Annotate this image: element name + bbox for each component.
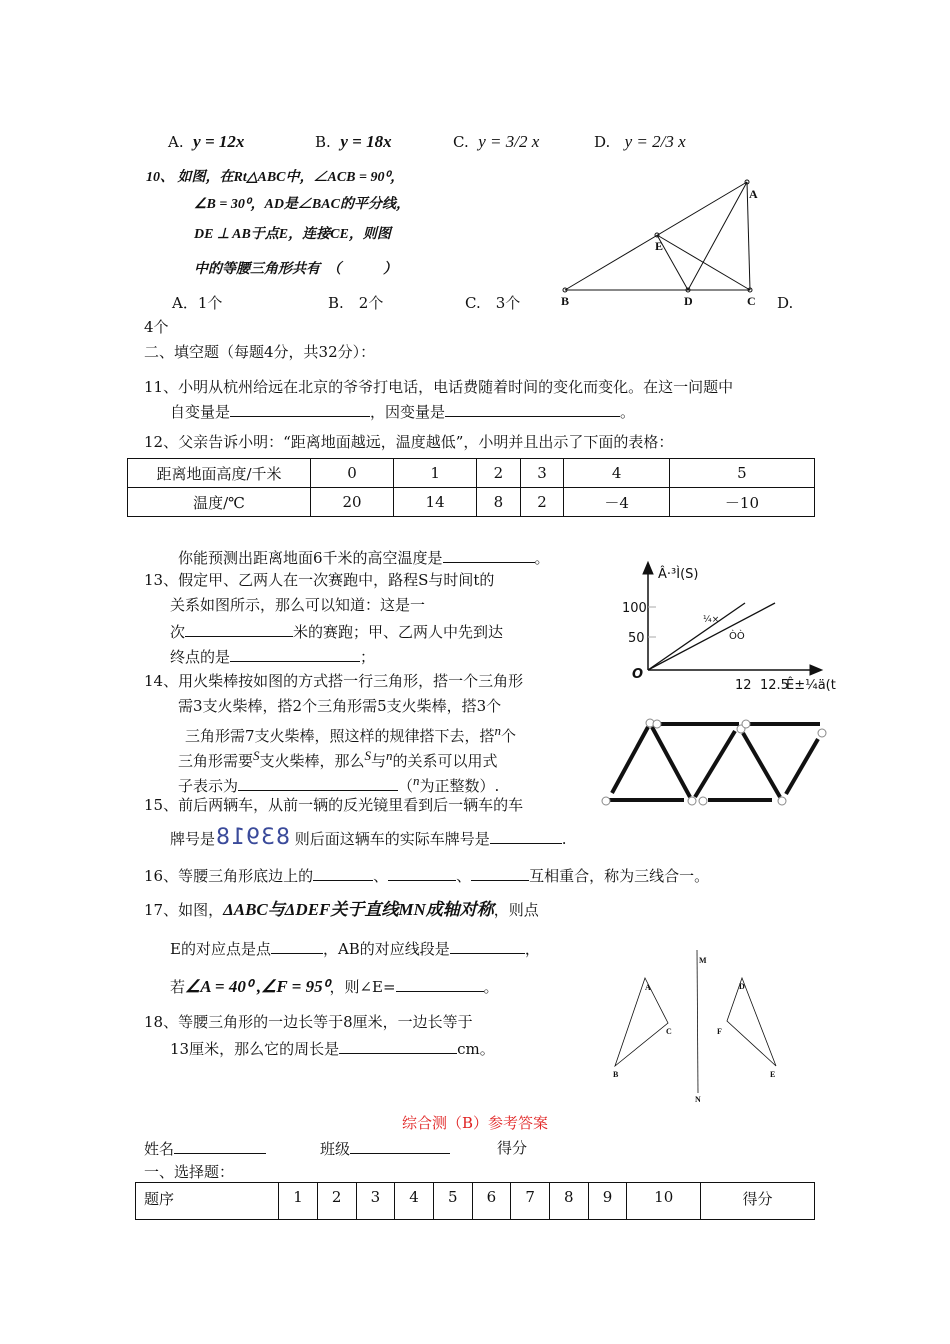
label-m: M	[699, 956, 707, 965]
name-field: 姓名	[144, 1138, 266, 1159]
q10-option-c: C. 3个	[465, 294, 521, 312]
label-d: D	[739, 982, 745, 991]
q14-line: 三角形需要S支火柴棒，那么S与n的关系可以用式	[178, 748, 498, 770]
q11-blank-1[interactable]	[230, 401, 370, 417]
q15-line: 15、前后两辆车，从前一辆的反光镜里看到后一辆车的车	[144, 796, 524, 814]
option-d: D. y = 2/3 x	[594, 132, 686, 151]
q11-line2: 自变量是 ，因变量是 。	[170, 403, 636, 421]
option-c: C. y = 3/2 x	[453, 132, 540, 151]
matchstick-figure	[609, 724, 820, 800]
q10-line: 10、 如图，在Rt△ABC中，∠ACB = 90⁰，	[146, 170, 405, 185]
temperature-table	[127, 458, 815, 517]
q14-blank[interactable]	[238, 775, 398, 791]
q12-text: 12、父亲告诉小明：“距离地面越远，温度越低”，小明并且出示了下面的表格：	[144, 433, 674, 451]
line-jia	[648, 603, 745, 670]
q10-option-b: B. 2个	[328, 294, 384, 312]
distance-time-graph	[643, 562, 822, 675]
q10-line: 中的等腰三角形共有 （ ）	[194, 262, 397, 277]
q16-blank-2[interactable]	[388, 865, 456, 881]
q17-line: E的对应点是点 ，AB的对应线段是 ，	[170, 940, 540, 958]
label-a: A	[645, 983, 651, 992]
label-n: N	[695, 1095, 701, 1104]
label-f: F	[717, 1027, 722, 1036]
class-field: 班级	[320, 1138, 450, 1159]
q18-line: 18、等腰三角形的一边长等于8厘米，一边长等于	[144, 1013, 473, 1031]
q15-line: 牌号是83918 则后面这辆车的实际车牌号是 .	[170, 825, 567, 850]
label-b: B	[561, 294, 570, 308]
name-blank[interactable]	[174, 1138, 266, 1154]
q17-blank-2[interactable]	[450, 938, 525, 954]
answer-title: 综合测（B）参考答案	[401, 1114, 549, 1132]
y-axis-label: Â·³Ì(S)	[658, 567, 699, 582]
label-c: C	[666, 1027, 672, 1036]
y-tick-50: 50	[628, 631, 645, 646]
q12-question: 你能预测出距离地面6千米的高空温度是 。	[178, 549, 550, 567]
q17-line: 若∠A = 40⁰ ,∠F = 95⁰，则∠E= 。	[170, 977, 499, 996]
line-jia-label: ¼×	[703, 615, 720, 625]
answer-table	[135, 1182, 815, 1220]
q10-option-a: A．1个	[172, 294, 223, 312]
q10-option-d-value: 4个	[144, 318, 169, 336]
label-e: E	[770, 1070, 776, 1079]
q10-option-d: D.	[777, 294, 794, 312]
triangle-figure-q10	[563, 180, 752, 292]
q14-line: 三角形需7支火柴棒，照这样的规律搭下去，搭n个	[185, 723, 517, 745]
class-blank[interactable]	[350, 1138, 450, 1154]
q13-line: 13、假定甲、乙两人在一次赛跑中，路程S与时间t的	[144, 571, 495, 589]
label-d: D	[684, 294, 693, 308]
x-axis-label: Ê±¼ä(t	[786, 678, 836, 693]
label-a: A	[749, 187, 758, 201]
section-choice: 一、选择题：	[144, 1163, 235, 1181]
option-a: A. y = 12x	[168, 132, 245, 151]
x-tick-12-5: 12.5	[760, 678, 789, 693]
origin-label: O	[632, 667, 644, 682]
label-e: E	[655, 239, 664, 253]
q13-blank-1[interactable]	[185, 621, 293, 637]
table-row: 温度/℃ 20 14 8 2 －4 －10	[128, 488, 815, 517]
q17-line: 17、如图，ΔABC与ΔDEF关于直线MN成轴对称，则点	[144, 900, 539, 919]
q10-line: ∠B = 30⁰，AD是∠BAC的平分线，	[194, 197, 410, 212]
table-row: 题序 1 2 3 4 5 6 7 8 9 10 得分	[136, 1183, 815, 1220]
q13-line: 终点的是 ；	[170, 648, 376, 666]
q14-line: 14、用火柴棒按如图的方式搭一行三角形，搭一个三角形	[144, 672, 524, 690]
label-b: B	[613, 1070, 619, 1079]
q14-line: 子表示为 （n为正整数）.	[178, 773, 500, 795]
q18-blank[interactable]	[339, 1038, 457, 1054]
q13-blank-2[interactable]	[230, 646, 360, 662]
q10-line: DE ⊥ AB于点E，连接CE，则图	[194, 227, 391, 242]
q11-line1: 11、小明从杭州给远在北京的爷爷打电话，电话费随着时间的变化而变化。在这一问题中	[144, 378, 734, 396]
symmetry-figure-q17	[615, 950, 776, 1093]
table-row: 距离地面高度/千米 0 1 2 3 4 5	[128, 459, 815, 488]
q18-line: 13厘米，那么它的周长是 cm。	[170, 1040, 495, 1058]
option-b: B. y = 18x	[315, 132, 392, 151]
mirrored-plate: 83918	[215, 825, 291, 850]
q11-blank-2[interactable]	[445, 401, 620, 417]
q17-blank-3[interactable]	[396, 976, 484, 992]
y-tick-100: 100	[622, 601, 647, 616]
section-fill-in: 二、填空题（每题4分，共32分）：	[144, 343, 376, 361]
q14-line: 需3支火柴棒，搭2个三角形需5支火柴棒，搭3个	[178, 697, 502, 715]
q17-blank-1[interactable]	[271, 938, 323, 954]
q16-line: 16、等腰三角形底边上的 、 、 互相重合，称为三线合一。	[144, 867, 710, 885]
q15-blank[interactable]	[490, 828, 562, 844]
q16-blank-3[interactable]	[471, 865, 529, 881]
label-c: C	[747, 294, 756, 308]
q13-line: 次 米的赛跑；甲、乙两人中先到达	[170, 623, 504, 641]
line-yi	[648, 603, 775, 670]
x-tick-12: 12	[735, 678, 752, 693]
score-label: 得分	[497, 1139, 528, 1157]
q12-blank[interactable]	[443, 547, 535, 563]
line-yi-label: ÒÒ	[729, 631, 745, 642]
q13-line: 关系如图所示，那么可以知道：这是一	[170, 596, 426, 614]
q16-blank-1[interactable]	[313, 865, 373, 881]
